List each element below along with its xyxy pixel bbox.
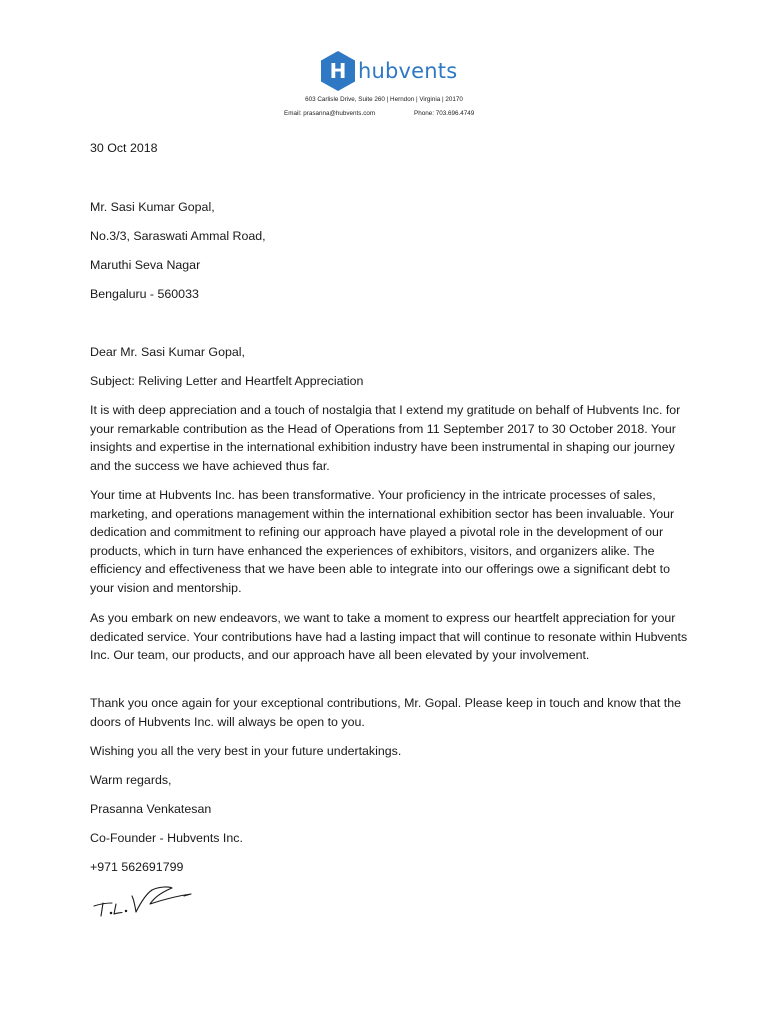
recipient-name: Mr. Sasi Kumar Gopal, — [90, 200, 215, 214]
hexagon-logo-icon — [320, 50, 356, 92]
brand-name: hubvents — [358, 58, 458, 83]
recipient-address-line1: No.3/3, Saraswati Ammal Road, — [90, 229, 266, 243]
letterhead-phone: Phone: 703.696.4749 — [414, 110, 475, 117]
signer-name: Prasanna Venkatesan — [90, 802, 212, 816]
letter-date: 30 Oct 2018 — [90, 141, 158, 155]
letterhead-address: 603 Carlisle Drive, Suite 260 | Herndon | Virginia | 20170 — [305, 96, 463, 103]
handwritten-signature-icon — [92, 882, 196, 918]
closing-regards: Warm regards, — [90, 773, 172, 787]
body-paragraph-4: Thank you once again for your exceptional contributions, Mr. Gopal. Please keep in touch and know that the doors of Hubvents Inc. will always be open to you. — [90, 696, 681, 729]
closing-wishes: Wishing you all the very best in your future undertakings. — [90, 744, 402, 758]
salutation: Dear Mr. Sasi Kumar Gopal, — [90, 345, 245, 359]
letterhead-email: Email: prasanna@hubvents.com — [284, 110, 376, 117]
recipient-city: Bengaluru - 560033 — [90, 287, 199, 301]
body-paragraph-2: Your time at Hubvents Inc. has been transformative. Your proficiency in the intricate processes of sales, marketing, and operations management within the international exhibition sector has been invaluable. Your dedication and commitment to refining our approach have played a pivotal role in the development of our products, which in turn have enhanced the experiences of exhibitors, visitors, and organizers alike. The efficiency and effectiveness that we have been able to integrate into our offerings owe a significant debt to your vision and mentorship. — [90, 488, 675, 595]
signer-phone: +971 562691799 — [90, 860, 184, 874]
subject-line: Subject: Reliving Letter and Heartfelt Appreciation — [90, 374, 364, 388]
logo-letter: H — [329, 59, 347, 83]
recipient-address-line2: Maruthi Seva Nagar — [90, 258, 201, 272]
body-paragraph-1: It is with deep appreciation and a touch of nostalgia that I extend my gratitude on behalf of Hubvents Inc. for your remarkable contribution as the Head of Operations from 11 September 2017 to 30 October 2018. Your insights and expertise in the international exhibition industry have been instrumental in shaping our journey and the success we have achieved thus far. — [90, 403, 681, 473]
hubvents-logo — [320, 49, 457, 93]
body-paragraph-3: As you embark on new endeavors, we want to take a moment to express our heartfelt appreciation for your dedicated service. Your contributions have had a lasting impact that will continue to resonate within Hubvents Inc. Our team, our products, and our approach have all been elevated by your involvement. — [90, 611, 688, 663]
signer-title: Co-Founder - Hubvents Inc. — [90, 831, 243, 845]
